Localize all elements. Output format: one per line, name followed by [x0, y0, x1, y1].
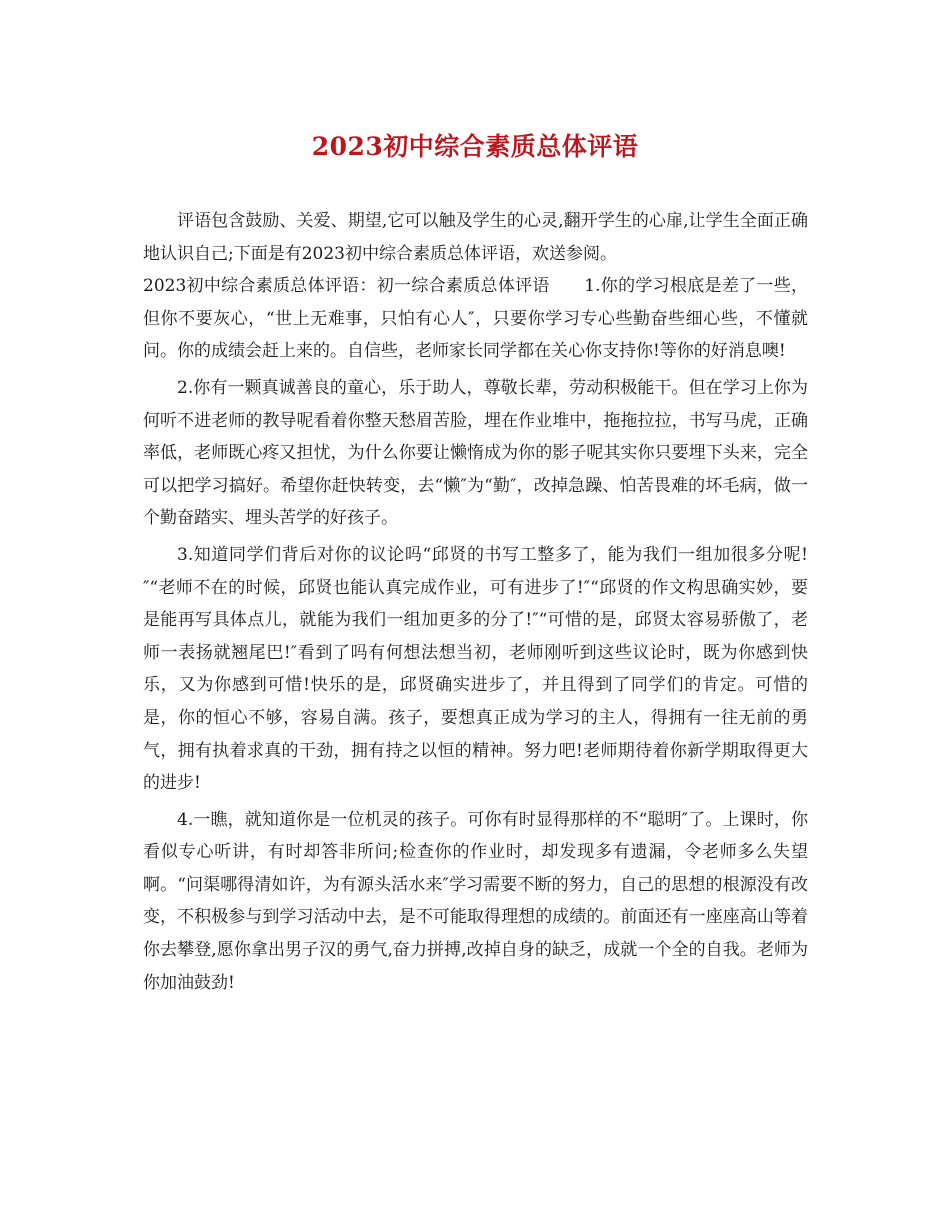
intro-paragraph: 评语包含鼓励、关爱、期望,它可以触及学生的心灵,翻开学生的心扉,让学生全面正确地认识自己;下面是有2023初中综合素质总体评语，欢送参阅。 — [143, 211, 808, 264]
comment-paragraph-4: 4.一瞧，就知道你是一位机灵的孩子。可你有时显得那样的不“聪明″了。上课时，你看似专心听讲，有时却答非所问;检查你的作业时，却发现多有遗漏，令老师多么失望啊。“问渠哪得清如许，为有源头活水来″学习需要不断的努力，自己的思想的根源没有改变，不积极参与到学习活动中去，是不可能取得理想的成绩的。前面还有一座座高山等着你去攀登,愿你拿出男子汉的勇气,奋力拼搏,改掉自身的缺乏，成就一个全的自我。老师为你加油鼓劲! — [143, 809, 808, 993]
page-title: 2023初中综合素质总体评语 — [311, 132, 639, 161]
comment-paragraph-2: 2.你有一颗真诚善良的童心，乐于助人，尊敬长辈，劳动积极能干。但在学习上你为何听不进老师的教导呢看着你整天愁眉苦脸，埋在作业堆中，拖拖拉拉，书写马虎，正确率低，老师既心疼又担忧，为什么你要让懒惰成为你的影子呢其实你只要埋下头来，完全可以把学习搞好。希望你赶快转变，去“懒″为“勤″，改掉急躁、怕苦畏难的坏毛病，做一个勤奋踏实、埋头苦学的好孩子。 — [143, 377, 808, 529]
comment-paragraph-3: 3.知道同学们背后对你的议论吗“邱贤的书写工整多了，能为我们一组加很多分呢!″“老师不在的时候，邱贤也能认真完成作业，可有进步了!″“邱贤的作文构思确实妙，要是能再写具体点儿，就能为我们一组加更多的分了!″“可惜的是，邱贤太容易骄傲了，老师一表扬就翘尾巴!″看到了吗有何想法想当初，老师刚听到这些议论时，既为你感到快乐，又为你感到可惜!快乐的是，邱贤确实进步了，并且得到了同学们的肯定。可惜的是，你的恒心不够，容易自满。孩子，要想真正成为学习的主人，得拥有一往无前的勇气，拥有执着求真的干劲，拥有持之以恒的精神。努力吧!老师期待着你新学期取得更大的进步! — [143, 544, 808, 794]
document-body — [143, 205, 808, 999]
comment-paragraph-1: 2023初中综合素质总体评语：初一综合素质总体评语 1.你的学习根底是差了一些，但你不要灰心，“世上无难事，只怕有心人″，只要你学习专心些勤奋些细心些，不懂就问。你的成绩会赶上来的。自信些，老师家长同学都在关心你支持你!等你的好消息噢! — [143, 276, 808, 362]
